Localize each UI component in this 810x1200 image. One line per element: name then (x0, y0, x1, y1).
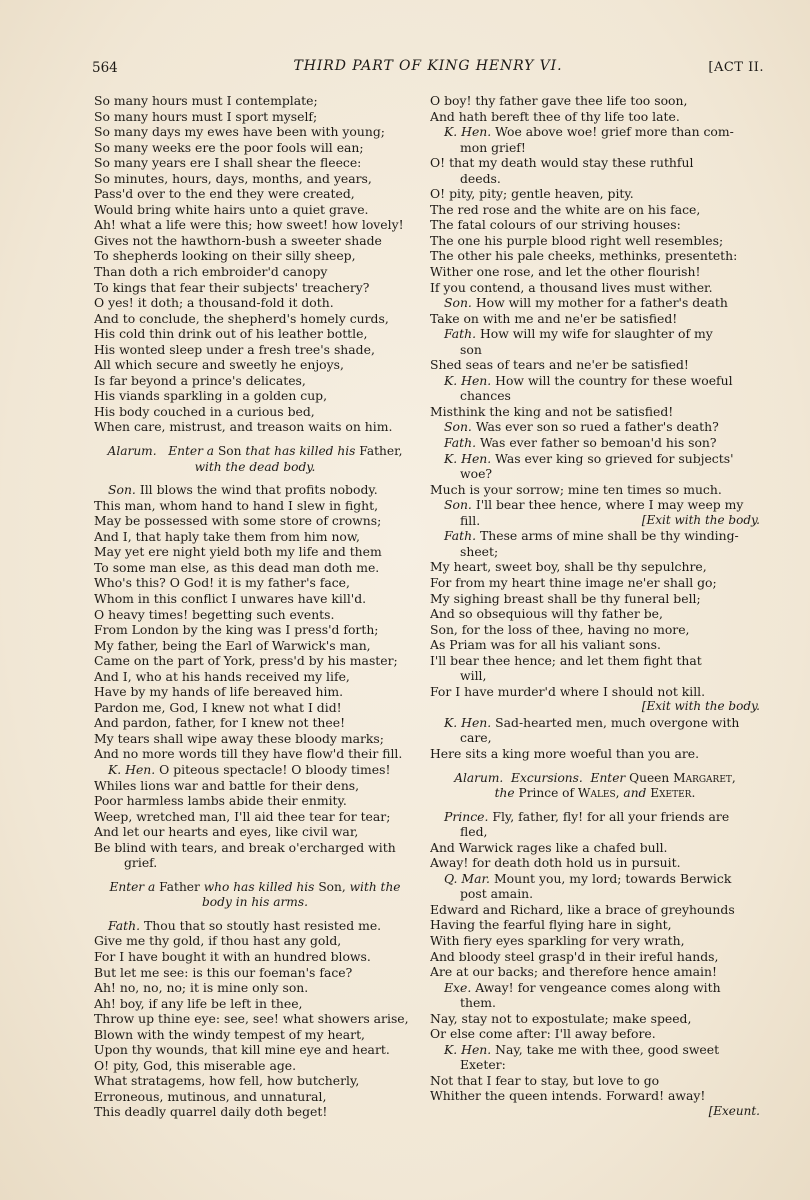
verse-line: Fath. These arms of mine shall be thy winding- (444, 528, 739, 544)
right-column (430, 93, 760, 1120)
verse-line: K. Hen. O piteous spectacle! O bloody times! (108, 761, 391, 777)
speaker-label: Fath. (108, 917, 141, 933)
verse-line: Ah! no, no, no; it is mine only son. (94, 980, 309, 996)
verse-line: Fath. Thou that so stoutly hast resisted me. (108, 917, 382, 933)
verse-line: Pardon me, God, I knew not what I did! (94, 699, 342, 715)
verse-line: Whiles lions war and battle for their dens, (94, 777, 360, 793)
verse-line: Son. How will my mother for a father's death (444, 295, 728, 311)
verse-line: I'll bear thee hence; and let them fight that (430, 652, 702, 668)
verse-line: Wither one rose, and let the other flourish! (430, 264, 701, 280)
speaker-label: Son. (444, 497, 472, 513)
stage-direction-prince-exeter: the Prince of Wales, and Exeter. (494, 786, 696, 801)
verse-line: deeds. (460, 170, 501, 186)
verse-line: care, (460, 730, 492, 746)
verse-line: Prince. Fly, father, fly! for all your friends are (444, 808, 730, 824)
verse-line: And I, who at his hands received my life, (94, 668, 350, 684)
stage-direction-enter-father: Enter a Father who has killed his Son, with the (109, 879, 401, 894)
verse-line: And hath bereft thee of thy life too late. (430, 108, 680, 124)
verse-line: When care, mistrust, and treason waits on him. (94, 419, 393, 435)
verse-line: Son. I'll bear thee hence, where I may weep my (444, 497, 744, 513)
act-label: [ACT II. (708, 60, 764, 75)
speaker-label: Son. (108, 482, 136, 498)
speaker-label: K. Hen. (444, 450, 492, 466)
verse-line: So many days my ewes have been with young; (94, 124, 385, 140)
verse-line: My tears shall wipe away these bloody marks; (94, 730, 384, 746)
verse-block-king-soliloquy (94, 93, 416, 435)
verse-line: And so obsequious will thy father be, (430, 606, 663, 622)
stage-direction-enter-son: Alarum. Enter a Son that has killed his Father, (107, 444, 403, 459)
verse-line: Nay, stay not to expostulate; make speed, (430, 1010, 692, 1026)
speech-son (94, 482, 416, 762)
verse-line: post amain. (460, 886, 534, 902)
speaker-label: Fath. (444, 435, 477, 451)
verse-line: Misthink the king and not be satisfied! (430, 403, 674, 419)
stage-direction-exit: [Exit with the body. (641, 699, 760, 714)
verse-line: Erroneous, mutinous, and unnatural, (94, 1088, 327, 1104)
verse-line: Much is your sorrow; mine ten times so much. (430, 481, 722, 497)
verse-line: Is far beyond a prince's delicates, (94, 372, 306, 388)
verse-line: Give me thy gold, if thou hast any gold, (94, 933, 342, 949)
verse-line: Whom in this conflict I unwares have kill'd. (94, 590, 367, 606)
speaker-label: K. Hen. (108, 761, 156, 777)
verse-line: And pardon, father, for I knew not thee! (94, 715, 346, 731)
verse-line: Would bring white hairs unto a quiet grave. (94, 201, 369, 217)
verse-line: This man, whom hand to hand I slew in fight, (94, 497, 379, 513)
running-title: THIRD PART OF KING HENRY VI. (293, 58, 563, 74)
verse-line: From London by the king was I press'd forth; (94, 622, 379, 638)
verse-line: The red rose and the white are on his face, (430, 201, 701, 217)
verse-line: Are at our backs; and therefore hence amain! (430, 964, 717, 980)
speaker-label: Q. Mar. (444, 870, 490, 886)
verse-line: So many hours must I contemplate; (94, 93, 318, 108)
verse-line: Ah! what a life were this; how sweet! how lovely! (94, 217, 404, 233)
verse-line: For I have murder'd where I should not kill. (430, 683, 706, 699)
speech-father (94, 918, 416, 1120)
verse-line: My sighing breast shall be thy funeral bell; (430, 590, 701, 606)
speech-king-henry (94, 762, 416, 871)
verse-line: Than doth a rich embroider'd canopy (94, 264, 328, 280)
verse-line: O! pity, pity; gentle heaven, pity. (430, 186, 634, 202)
verse-line: May yet ere night yield both my life and them (94, 544, 382, 560)
verse-line: May be possessed with some store of crowns; (94, 513, 382, 529)
verse-line: sheet; (460, 543, 499, 559)
speaker-label: Fath. (444, 528, 477, 544)
verse-line: What stratagems, how fell, how butcherly, (94, 1073, 360, 1089)
verse-line: Having the fearful flying hare in sight, (430, 917, 672, 933)
stage-direction-enter-queen: Alarum. Excursions. Enter Queen Margaret, (454, 770, 736, 785)
speaker-label: K. Hen. (444, 372, 492, 388)
verse-line: The one his purple blood right well resembles; (430, 232, 724, 248)
verse-line: Who's this? O God! it is my father's face, (94, 575, 350, 591)
verse-line: Away! for death doth hold us in pursuit. (430, 855, 681, 871)
verse-line: Ah! boy, if any life be left in thee, (94, 995, 303, 1011)
verse-line: For from my heart thine image ne'er shall go; (430, 574, 717, 590)
speaker-label: K. Hen. (444, 124, 492, 140)
verse-line: Not that I fear to stay, but love to go (430, 1072, 660, 1088)
verse-line: Upon thy wounds, that kill mine eye and heart. (94, 1042, 390, 1058)
verse-line: them. (460, 995, 496, 1011)
verse-line: Weep, wretched man, I'll aid thee tear for tear; (94, 808, 391, 824)
speaker-label: Exe. (444, 979, 472, 995)
verse-line: son (460, 341, 482, 357)
verse-line: O heavy times! begetting such events. (94, 606, 335, 622)
verse-line: My heart, sweet boy, shall be thy sepulchre, (430, 559, 707, 575)
verse-line: Whither the queen intends. Forward! away! (430, 1088, 706, 1104)
verse-line: And I, that haply take them from him now, (94, 528, 360, 544)
verse-line: Son, for the loss of thee, having no more, (430, 621, 690, 637)
verse-line: Or else come after: I'll away before. (430, 1026, 656, 1042)
verse-line: Fath. How will my wife for slaughter of my (444, 326, 713, 342)
verse-line: So minutes, hours, days, months, and years, (94, 170, 372, 186)
page-number: 564 (92, 60, 118, 76)
verse-line: And let our hearts and eyes, like civil war, (94, 824, 359, 840)
running-header (92, 58, 764, 80)
verse-line: But let me see: is this our foeman's face? (94, 964, 353, 980)
verse-line: Poor harmless lambs abide their enmity. (94, 793, 347, 809)
verse-line: To shepherds looking on their silly sheep, (94, 248, 356, 264)
verse-line: fled, (460, 824, 488, 840)
verse-line: K. Hen. How will the country for these woeful (444, 372, 733, 388)
verse-line: To kings that fear their subjects' treachery? (94, 279, 370, 295)
verse-line: K. Hen. Sad-hearted men, much overgone with (444, 714, 740, 730)
verse-line: Exe. Away! for vengeance comes along with (444, 979, 721, 995)
speaker-label: Fath. (444, 326, 477, 342)
verse-line: chances (460, 388, 511, 404)
verse-line: My father, being the Earl of Warwick's man, (94, 637, 371, 653)
verse-line: For I have bought it with an hundred blows. (94, 948, 371, 964)
verse-line: All which secure and sweetly he enjoys, (94, 357, 344, 373)
verse-line: To some man else, as this dead man doth me. (94, 559, 380, 575)
verse-line: K. Hen. Was ever king so grieved for subjects' (444, 450, 734, 466)
verse-line: mon grief! (460, 139, 526, 155)
speaker-label: Son. (444, 295, 472, 311)
stage-direction-exeunt: [Exeunt. (708, 1104, 760, 1118)
verse-line: Take on with me and ne'er be satisfied! (430, 310, 678, 326)
verse-line: grief. (124, 855, 158, 871)
verse-line: will, (460, 668, 487, 684)
verse-line: As Priam was for all his valiant sons. (430, 637, 661, 653)
verse-line: fill. [Exit with the body. (460, 512, 760, 528)
verse-line: And to conclude, the shepherd's homely curds, (94, 310, 389, 326)
speaker-label: Prince. (444, 808, 489, 824)
verse-line: woe? (460, 466, 493, 482)
verse-line: So many weeks ere the poor fools will ean; (94, 139, 364, 155)
left-column (94, 93, 416, 1120)
verse-line: His cold thin drink out of his leather bottle, (94, 326, 368, 342)
verse-line: Son. Ill blows the wind that profits nobody. (108, 482, 378, 498)
verse-line: His wonted sleep under a fresh tree's shade, (94, 341, 375, 357)
verse-line: Be blind with tears, and break o'ercharged with (94, 839, 396, 855)
verse-line: Fath. Was ever father so bemoan'd his son? (444, 435, 717, 451)
verse-line: O yes! it doth; a thousand-fold it doth. (94, 295, 334, 311)
stage-direction-body-in-arms: body in his arms. (202, 895, 308, 910)
stage-direction-with-body: with the dead body. (194, 459, 316, 474)
verse-line: Here sits a king more woeful than you are. (430, 745, 700, 761)
verse-line: And no more words till they have flow'd their fill. (94, 746, 403, 762)
verse-line: Exeter: (460, 1057, 506, 1073)
verse-line: O! that my death would stay these ruthful (430, 155, 694, 171)
verse-line: With fiery eyes sparkling for very wrath, (430, 932, 685, 948)
verse-line: O boy! thy father gave thee life too soon, (430, 93, 688, 108)
verse-line: Throw up thine eye: see, see! what showers arise, (94, 1011, 409, 1027)
verse-line: O! pity, God, this miserable age. (94, 1057, 297, 1073)
verse-line: The fatal colours of our striving houses: (430, 217, 681, 233)
verse-line: Came on the part of York, press'd by his master; (94, 653, 398, 669)
verse-line: So many years ere I shall shear the fleece: (94, 155, 362, 171)
speaker-label: Son. (444, 419, 472, 435)
verse-line: Son. Was ever son so rued a father's death? (444, 419, 719, 435)
verse-line: And Warwick rages like a chafed bull. (430, 839, 668, 855)
verse-line: And bloody steel grasp'd in their ireful hands, (430, 948, 719, 964)
verse-line: K. Hen. Nay, take me with thee, good sweet (444, 1041, 720, 1057)
verse-line: So many hours must I sport myself; (94, 108, 318, 124)
verse-line: K. Hen. Woe above woe! grief more than com- (444, 124, 734, 140)
verse-line: The other his pale cheeks, methinks, presenteth: (430, 248, 738, 264)
verse-line: His viands sparkling in a golden cup, (94, 388, 328, 404)
verse-line: Blown with the windy tempest of my heart, (94, 1026, 365, 1042)
verse-line: If you contend, a thousand lives must wither. (430, 279, 713, 295)
stage-direction-exit: [Exit with the body. (641, 512, 760, 527)
speaker-label: K. Hen. (444, 714, 492, 730)
verse-line: This deadly quarrel daily doth beget! (94, 1104, 328, 1120)
verse-line: Shed seas of tears and ne'er be satisfied! (430, 357, 689, 373)
verse-line: Pass'd over to the end they were created, (94, 186, 355, 202)
verse-line: Have by my hands of life bereaved him. (94, 684, 344, 700)
verse-line: Q. Mar. Mount you, my lord; towards Berwick (444, 870, 732, 886)
verse-line: His body couched in a curious bed, (94, 403, 315, 419)
speaker-label: K. Hen. (444, 1041, 492, 1057)
verse-line: Gives not the hawthorn-bush a sweeter shade (94, 232, 382, 248)
verse-line: Edward and Richard, like a brace of greyhounds (430, 901, 735, 917)
